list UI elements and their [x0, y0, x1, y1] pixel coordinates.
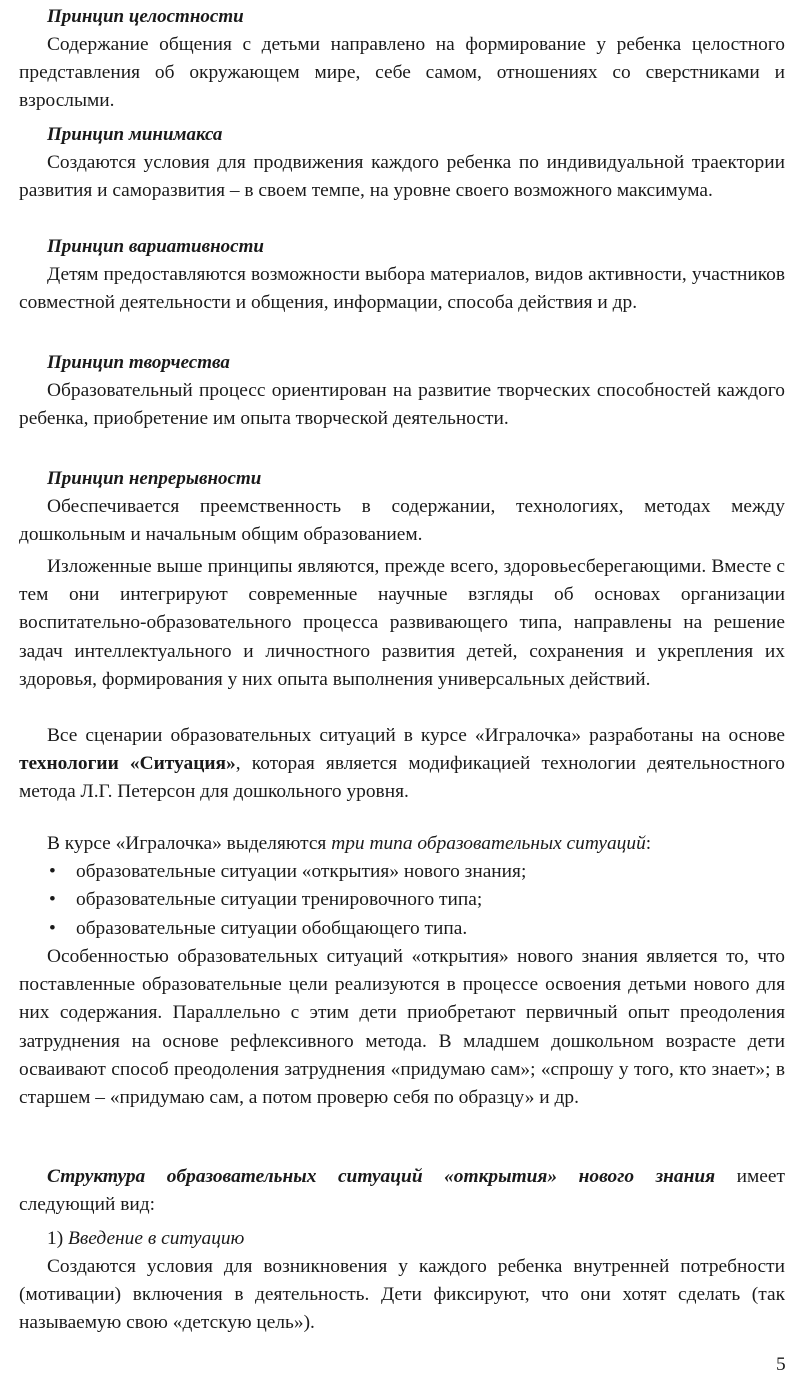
scenarios-text-end: , которая является модификацией технологии деятельностного метода Л.Г. Петерсон для дошкольного уровня.: [19, 753, 785, 803]
principle-text: Создаются условия для продвижения каждого ребенка по индивидуальной траектории развития и саморазвития – в своем темпе, на уровне своего возможного максимума.: [19, 152, 785, 202]
scenarios-text-start: Все сценарии образовательных ситуаций в курсе «Игралочка» разработаны на основе: [47, 725, 785, 746]
list-item: • образовательные ситуации обобщающего типа.: [19, 915, 785, 943]
structure-section: [19, 1163, 785, 1219]
principle-heading: Принцип непрерывности: [47, 468, 262, 489]
step-number: 1): [47, 1228, 64, 1249]
types-text-end: :: [645, 833, 652, 854]
principle-text: Содержание общения с детьми направлено на формирование у ребенка целостного представления об окружающем мире, себе самом, отношениях со сверстниками и взрослыми.: [19, 34, 785, 112]
list-item: • образовательные ситуации тренировочного типа;: [19, 886, 785, 914]
types-text-start: В курсе «Игралочка» выделяются: [47, 833, 332, 854]
principle-text: Детям предоставляются возможности выбора материалов, видов активности, участников совместной деятельности и общения, информации, способа действия и др.: [19, 264, 785, 314]
principle-minimax: [19, 121, 785, 205]
feature-section: [19, 943, 785, 1112]
principle-integrity: [19, 3, 785, 116]
principle-heading: Принцип минимакса: [47, 124, 223, 145]
summary-paragraph: Изложенные выше принципы являются, прежде всего, здоровьесберегающими. Вместе с тем они интегрируют современные научные взгляды об основах организации воспитательно-образовательного процесса развивающего типа, направлены на решение задач интеллектуального и личностного развития детей, сохранения и укрепления их здоровья, формирования у них опыта выполнения универсальных действий.: [19, 556, 785, 690]
types-section: [19, 830, 785, 943]
scenarios-section: [19, 722, 785, 807]
step-1-text: Создаются условия для возникновения у каждого ребенка внутренней потребности (мотивации) включения в деятельность. Дети фиксируют, что они хотят сделать (так называемую свою «детскую цель»).: [19, 1256, 785, 1334]
principle-heading: Принцип целостности: [47, 6, 244, 27]
step-1-heading: [19, 1225, 785, 1253]
step-title: Введение в ситуацию: [68, 1228, 245, 1249]
summary-section: [19, 553, 785, 694]
step-1-section: [19, 1225, 785, 1338]
principle-heading: Принцип вариативности: [47, 236, 264, 257]
types-paragraph: [19, 830, 785, 858]
types-term: три типа образовательных ситуаций: [331, 833, 646, 854]
principle-continuity: [19, 465, 785, 549]
principle-text: Обеспечивается преемственность в содержании, технологиях, методах между дошкольным и начальным общим образованием.: [19, 496, 785, 546]
principle-creativity: [19, 349, 785, 433]
scenarios-paragraph: [19, 722, 785, 807]
structure-text-end: имеет следующий вид:: [19, 1166, 785, 1216]
list-item: • образовательные ситуации «открытия» нового знания;: [19, 858, 785, 886]
structure-term: Структура образовательных ситуаций «открытия» нового знания: [47, 1166, 716, 1187]
types-list: [19, 858, 785, 943]
principle-heading: Принцип творчества: [47, 352, 230, 373]
page-number: 5: [776, 1354, 786, 1375]
principle-variability: [19, 233, 785, 317]
principle-text: Образовательный процесс ориентирован на развитие творческих способностей каждого ребенка, приобретение им опыта творческой деятельности.: [19, 380, 785, 430]
feature-paragraph: Особенностью образовательных ситуаций «открытия» нового знания является то, что поставленные образовательные цели реализуются в процессе освоения детьми нового для них содержания. Параллельно с этим дети приобретают первичный опыт преодоления затруднения на основе рефлексивного метода. В младшем дошкольном возрасте дети осваивают способ преодоления затруднения «придумаю сам»; «спрошу у того, кто знает»; в старшем – «придумаю сам, а потом проверю себя по образцу» и др.: [19, 946, 785, 1109]
technology-term: технологии «Ситуация»: [19, 753, 236, 775]
structure-paragraph: [19, 1163, 785, 1219]
